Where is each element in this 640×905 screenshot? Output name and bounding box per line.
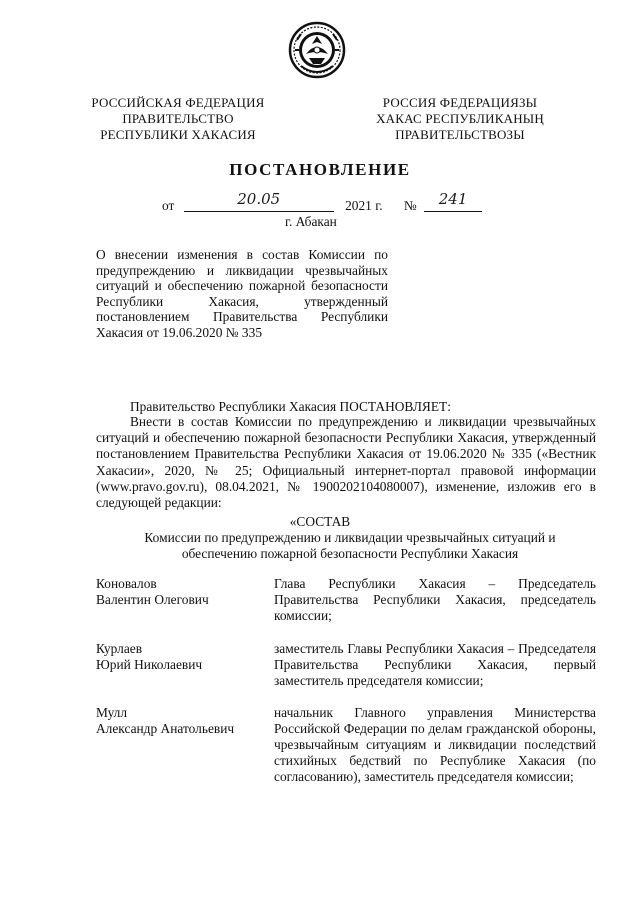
date-handwritten: 20.05 [237,190,281,208]
header-right-line: РОССИЯ ФЕДЕРАЦИЯЗЫ [382,95,538,110]
date-number-line [162,190,482,214]
member-given-name: Александр Анатольевич [96,721,235,736]
intro-line: Правительство Республики Хакасия ПОСТАНОВЛЯЕТ: [130,399,451,414]
document-title: ПОСТАНОВЛЕНИЕ [229,160,411,179]
body-paragraph: Внести в состав Комиссии по предупреждению и ликвидации чрезвычайных ситуаций и обеспечению пожарной безопасности Республики Хакасия, утвержденный постановлением Правительства Республики Хакасия от 19.06.2020 № 335 («Вестник Хакасии», 2020, № 25; Официальный интернет-портал правовой информации (www.pravo.gov.ru), 08.04.2021, № 1900202104080007), изменение, изложив его в следующей редакции: [96,414,596,511]
member-given-name: Валентин Олегович [96,592,209,607]
subject-text: О внесении изменения в состав Комиссии по предупреждению и ликвидации чрезвычайных ситуаций и обеспечению пожарной безопасности Республики Хакасия, утвержденный постановлением Правительства Республики Хакасия от 19.06.2020 № 335 [96,247,388,340]
member-surname: Курлаев [96,641,143,656]
member-name [96,576,266,608]
header-right [360,95,560,143]
member-role: Глава Республики Хакасия – Председатель Правительства Республики Хакасия, председатель комиссии; [274,576,596,623]
date-prefix: от [162,198,175,213]
member-role: заместитель Главы Республики Хакасия – Председателя Правительства Республики Хакасия, первый заместитель председателя комиссии; [274,641,596,688]
year-label: 2021 г. [345,198,383,213]
header-left-line: РЕСПУБЛИКИ ХАКАСИЯ [100,127,256,142]
member-role: начальник Главного управления Министерства Российской Федерации по делам гражданской обороны, чрезвычайным ситуациям и ликвидации последствий стихийных бедствий по Республике Хакасия (по согласованию), заместитель председателя комиссии; [274,705,596,784]
member-name [96,641,266,673]
coat-of-arms-emblem [287,20,347,80]
member-surname: Мулл [96,705,128,720]
header-right-line: ПРАВИТЕЛЬСТВОЗЫ [395,127,525,142]
number-field [424,190,482,212]
header-left-line: ПРАВИТЕЛЬСТВО [122,111,234,126]
composition-subheading: Комиссии по предупреждению и ликвидации чрезвычайных ситуаций и обеспечению пожарной безопасности Республики Хакасия [144,530,556,561]
document-subject [96,247,388,341]
number-sign: № [403,198,417,213]
number-handwritten: 241 [438,190,468,208]
header-left-line: РОССИЙСКАЯ ФЕДЕРАЦИЯ [91,95,265,110]
composition-heading: «СОСТАВ [289,514,351,529]
date-field [184,190,334,212]
header-right-line: ХАКАС РЕСПУБЛИКАНЫҢ [376,111,544,126]
header-left [86,95,270,143]
city-label: г. Абакан [285,214,337,229]
member-name [96,705,266,737]
member-given-name: Юрий Николаевич [96,657,203,672]
member-surname: Коновалов [96,576,157,591]
